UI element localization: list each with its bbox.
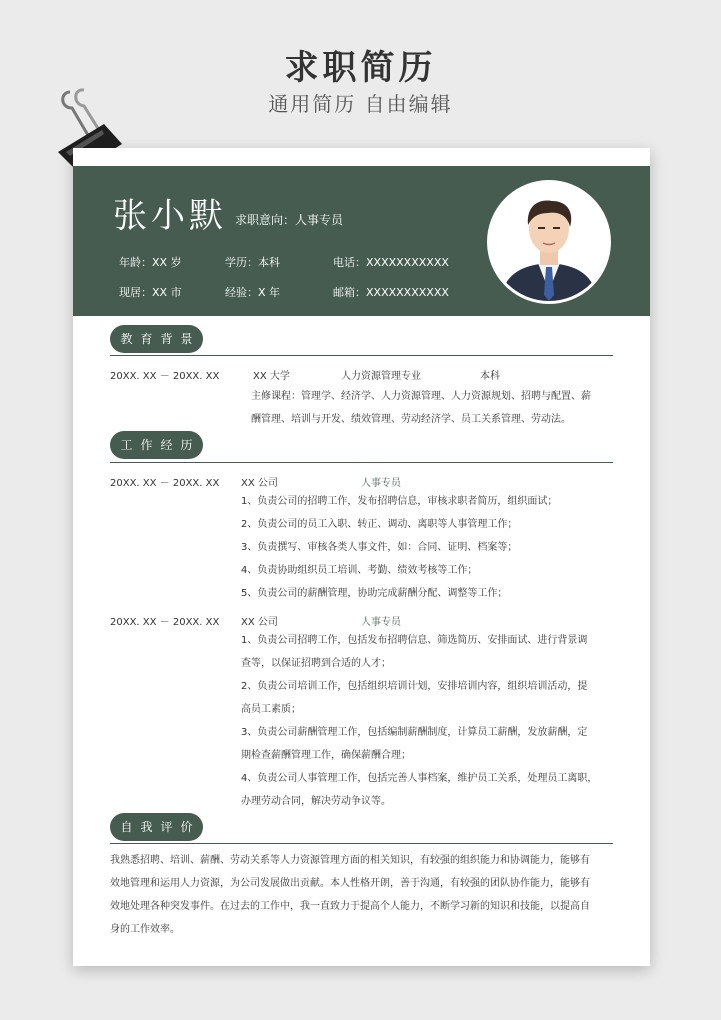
residence-field: 现居：XX 市 <box>119 286 182 299</box>
duty-line: 查等，以保证招聘到合适的人才； <box>241 658 391 669</box>
job-company: XX 公司 <box>241 478 278 489</box>
promo-title: 求职简历 <box>284 48 437 88</box>
self-eval-line: 我熟悉招聘、培训、薪酬、劳动关系等人力资源管理方面的相关知识，有较强的组织能力和协调能力，能够有 <box>110 855 590 866</box>
duty-line: 期检查薪酬管理工作，确保薪酬合理； <box>241 750 411 761</box>
job-position: 人事专员 <box>361 478 401 489</box>
education-courses <box>251 385 621 431</box>
duty-line: 2、负责公司培训工作，包括组织培训计划，安排培训内容，组织培训活动，提 <box>241 681 588 692</box>
duty-line: 办理劳动合同，解决劳动争议等。 <box>241 796 391 807</box>
promo-subtitle: 通用简历 自由编辑 <box>268 92 453 116</box>
self-eval-line: 身的工作效率。 <box>110 924 180 935</box>
self-eval-line: 效地处理各种突发事件。在过去的工作中，我一直致力于提高个人能力，不断学习新的知识和技能，以提高自 <box>110 901 590 912</box>
portrait-icon <box>490 183 608 301</box>
duty-line: 4、负责协助组织员工培训、考勤、绩效考核等工作； <box>241 565 478 576</box>
resume-header <box>73 166 650 316</box>
applicant-name: 张小默 <box>113 196 227 236</box>
education-school: XX 大学 <box>253 371 290 382</box>
self-eval-section-title: 自我评价 <box>110 813 203 841</box>
avatar <box>487 180 611 304</box>
courses-line: 酬管理、培训与开发、绩效管理、劳动经济学、员工关系管理、劳动法。 <box>251 414 571 425</box>
resume-sheet <box>73 148 650 966</box>
job-duties <box>241 629 621 813</box>
job-position: 人事专员 <box>361 617 401 628</box>
work-section-title: 工作经历 <box>110 431 203 459</box>
email-field: 邮箱：XXXXXXXXXXX <box>333 286 449 299</box>
duty-line: 3、负责撰写、审核各类人事文件，如：合同、证明、档案等； <box>241 542 518 553</box>
job-period: 20XX. XX － 20XX. XX <box>110 478 220 489</box>
job-period: 20XX. XX － 20XX. XX <box>110 617 220 628</box>
self-eval-text <box>110 849 620 941</box>
education-period: 20XX. XX － 20XX. XX <box>110 371 220 382</box>
phone-field: 电话：XXXXXXXXXXX <box>333 256 449 269</box>
self-eval-divider <box>110 843 613 844</box>
duty-line: 高员工素质； <box>241 704 301 715</box>
duty-line: 4、负责公司人事管理工作，包括完善人事档案，维护员工关系，处理员工离职， <box>241 773 598 784</box>
job-duties <box>241 490 621 605</box>
education-section-title: 教育背景 <box>110 325 203 353</box>
education-major: 人力资源管理专业 <box>341 371 421 382</box>
duty-line: 3、负责公司薪酬管理工作，包括编制薪酬制度，计算员工薪酬，发放薪酬，定 <box>241 727 588 738</box>
age-field: 年龄：XX 岁 <box>119 256 182 269</box>
education-divider <box>110 355 613 356</box>
courses-line: 主修课程：管理学、经济学、人力资源管理、人力资源规划、招聘与配置、薪 <box>251 391 591 402</box>
job-intent: 求职意向：人事专员 <box>235 213 344 227</box>
duty-line: 2、负责公司的员工入职、转正、调动、离职等人事管理工作； <box>241 519 518 530</box>
job-company: XX 公司 <box>241 617 278 628</box>
work-divider <box>110 462 613 463</box>
experience-field: 经验：X 年 <box>225 286 281 299</box>
education-degree: 本科 <box>480 371 500 382</box>
education-field: 学历：本科 <box>225 256 280 269</box>
duty-line: 1、负责公司的招聘工作，发布招聘信息，审核求职者简历，组织面试； <box>241 496 558 507</box>
duty-line: 5、负责公司的薪酬管理，协助完成薪酬分配、调整等工作； <box>241 588 508 599</box>
self-eval-line: 效地管理和运用人力资源，为公司发展做出贡献。本人性格开朗，善于沟通，有较强的团队协作能力，能够有 <box>110 878 590 889</box>
duty-line: 1、负责公司招聘工作，包括发布招聘信息、筛选简历、安排面试、进行背景调 <box>241 635 588 646</box>
